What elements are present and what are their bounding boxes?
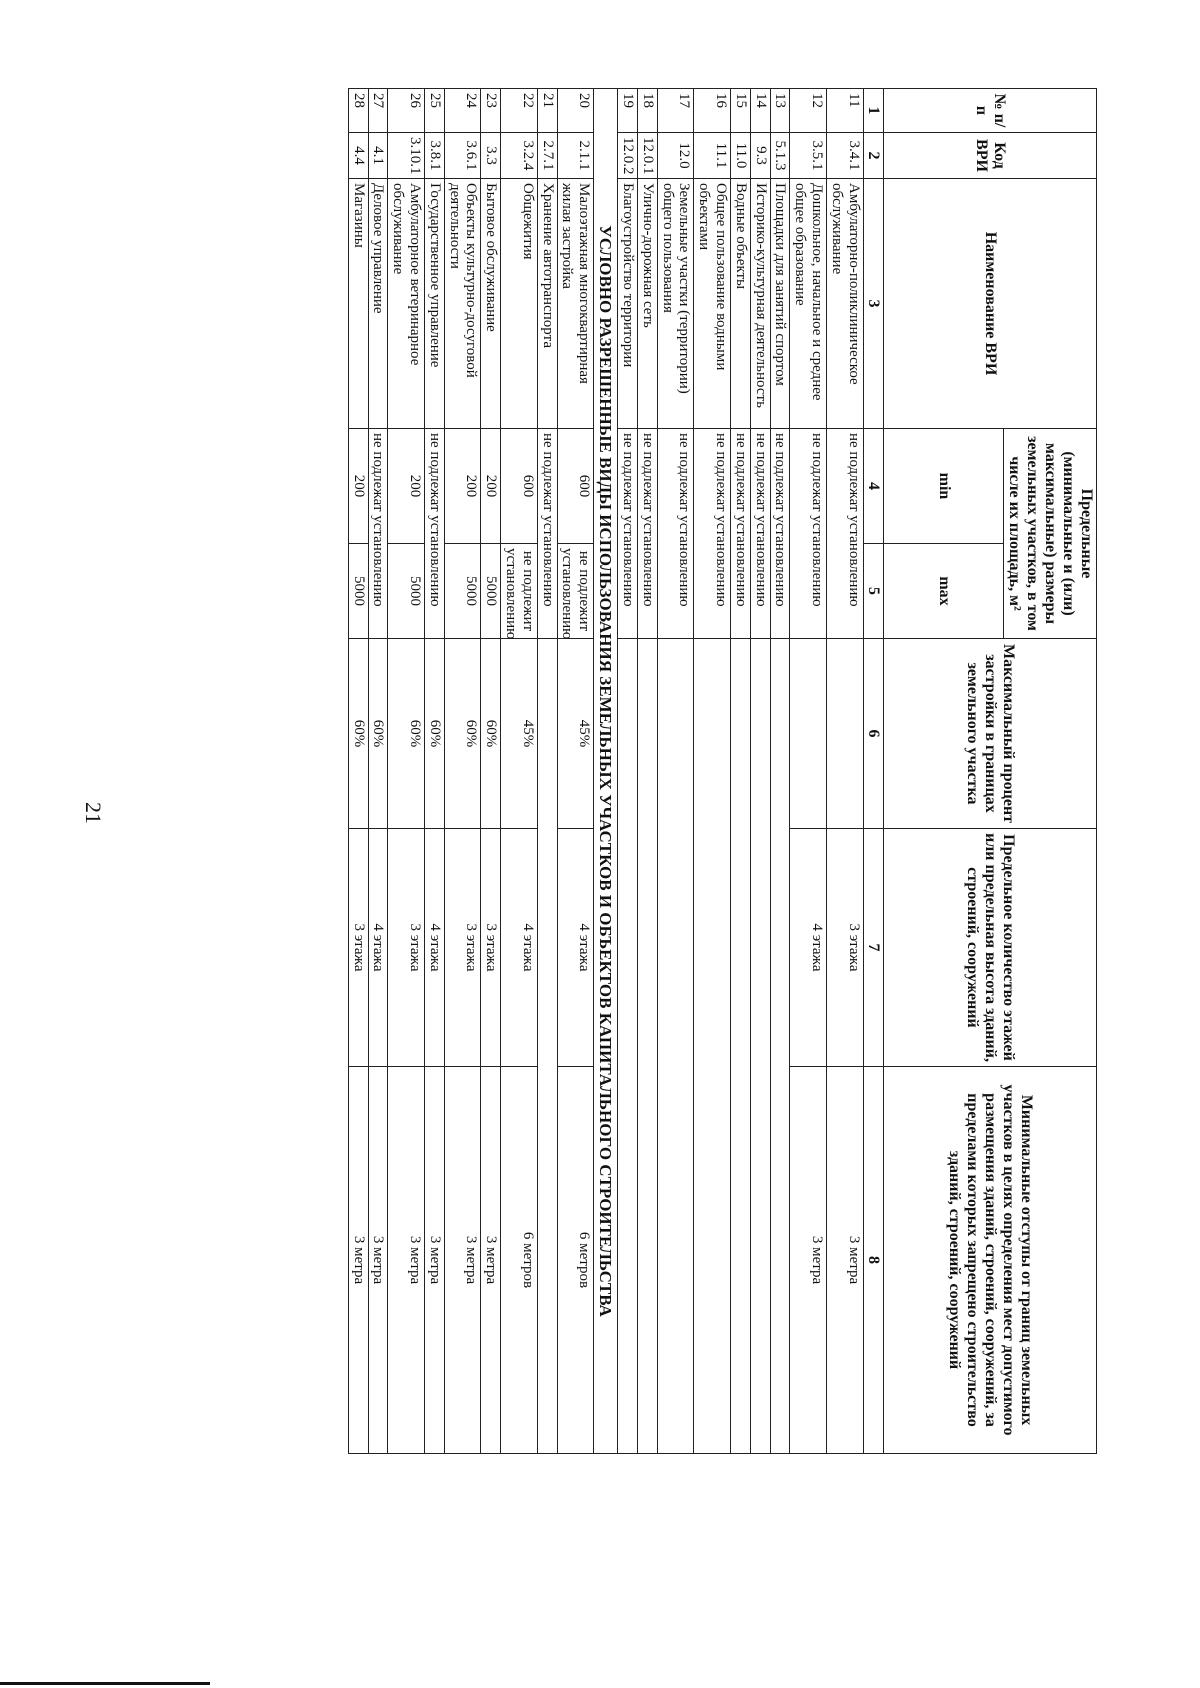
table-cell: 16 — [694, 89, 731, 133]
header-row — [1004, 89, 1097, 1454]
table-cell: 17 — [657, 89, 694, 133]
table-cell: 3 метра — [826, 1067, 863, 1454]
table-cell: не подлежат установлению — [425, 429, 445, 639]
page-number: 21 — [81, 802, 106, 824]
table-cell: 3 метра — [481, 1067, 501, 1454]
table-cell: не подлежат установлению — [537, 429, 557, 639]
table-section — [594, 89, 618, 1454]
col-number: 4 — [863, 429, 884, 544]
table-cell: 3 метра — [444, 1067, 481, 1454]
table-cell: 3 этажа — [826, 829, 863, 1067]
col-number: 1 — [863, 89, 884, 133]
table-cell: 4.1 — [368, 133, 388, 179]
table-cell: 5000 — [444, 544, 481, 639]
table-row — [750, 89, 770, 1454]
table-cell: не подлежит установлению — [557, 544, 594, 639]
table-row — [501, 89, 538, 1454]
table-cell: не подлежат установлению — [770, 429, 790, 639]
table-cell: Водные объекты — [730, 179, 750, 429]
table-cell: Бытовое обслуживание — [481, 179, 501, 429]
table-cell: 60% — [444, 639, 481, 829]
table-cell: Общее пользование водными объектами — [694, 179, 731, 429]
table-cell: 4 этажа — [501, 829, 538, 1067]
col-number: 2 — [863, 133, 884, 179]
table-cell: Хранение автотранспорта — [537, 179, 557, 429]
empty-cell — [770, 639, 790, 1454]
table-cell: 45% — [557, 639, 594, 829]
header-floors: Предельное количество этажей или предельная высота зданий, строений, сооружений — [884, 829, 1097, 1067]
table-cell: 26 — [388, 89, 425, 133]
table-cell: 2.1.1 — [557, 133, 594, 179]
table-cell: 13 — [770, 89, 790, 133]
table-cell: 6 метров — [557, 1067, 594, 1454]
empty-cell — [657, 639, 694, 1454]
table-body-conditional — [348, 89, 593, 1454]
table-cell: не подлежат установлению — [694, 429, 731, 639]
table-cell: 200 — [348, 429, 368, 544]
table-cell: 4 этажа — [368, 829, 388, 1067]
table-row — [826, 89, 863, 1454]
table-cell: 200 — [388, 429, 425, 544]
table-cell: 45% — [501, 639, 538, 829]
empty-cell — [730, 639, 750, 1454]
empty-cell — [618, 639, 638, 1454]
table-cell: Историко-культурная деятельность — [750, 179, 770, 429]
table-cell: 60% — [425, 639, 445, 829]
table-cell: 3 этажа — [444, 829, 481, 1067]
empty-cell — [638, 639, 658, 1454]
table-cell: 9.3 — [750, 133, 770, 179]
table-cell: 3.8.1 — [425, 133, 445, 179]
table-cell: 3 этажа — [348, 829, 368, 1067]
table-cell: 6 метров — [501, 1067, 538, 1454]
table-cell: 60% — [481, 639, 501, 829]
table-cell — [826, 639, 863, 829]
table-cell: 25 — [425, 89, 445, 133]
table-cell: 60% — [368, 639, 388, 829]
table-cell: 3.3 — [481, 133, 501, 179]
header-name: Наименование ВРИ — [884, 179, 1097, 429]
table-cell: 60% — [348, 639, 368, 829]
table-cell: 5000 — [388, 544, 425, 639]
table-cell: 4.4 — [348, 133, 368, 179]
table-cell: 3.2.4 — [501, 133, 538, 179]
table-cell: не подлежит установлению — [501, 544, 538, 639]
section-row — [594, 89, 618, 1454]
table-cell: 3.5.1 — [790, 133, 827, 179]
table-cell: не подлежат установлению — [638, 429, 658, 639]
header-size: Предельные (минимальные и (или) максимальные) размеры земельных участков, в том числе их площадь, м² — [1004, 429, 1097, 639]
table-row — [618, 89, 638, 1454]
table-row — [388, 89, 425, 1454]
table-cell: 3 метра — [388, 1067, 425, 1454]
table-row — [444, 89, 481, 1454]
table-cell: 19 — [618, 89, 638, 133]
section-title: УСЛОВНО РАЗРЕШЕННЫЕ ВИДЫ ИСПОЛЬЗОВАНИЯ ЗЕМЕЛЬНЫХ УЧАСТКОВ И ОБЪЕКТОВ КАПИТАЛЬНОГО СТРОИТЕЛЬСТВА — [594, 89, 618, 1454]
table-cell: 200 — [444, 429, 481, 544]
table-cell: Государственное управление — [425, 179, 445, 429]
table-row — [790, 89, 827, 1454]
table-cell: 23 — [481, 89, 501, 133]
table-cell: не подлежат установлению — [368, 429, 388, 639]
col-number: 3 — [863, 179, 884, 429]
table-cell: не подлежат установлению — [750, 429, 770, 639]
empty-cell — [750, 639, 770, 1454]
table-cell: 2.7.1 — [537, 133, 557, 179]
table-cell: 3.4.1 — [826, 133, 863, 179]
table-cell: 12 — [790, 89, 827, 133]
table-cell: 20 — [557, 89, 594, 133]
table-cell: 27 — [368, 89, 388, 133]
table-cell: Амбулаторное ветеринарное обслуживание — [388, 179, 425, 429]
table-row — [425, 89, 445, 1454]
header-min: min — [884, 429, 1004, 544]
table-cell: 200 — [481, 429, 501, 544]
table-cell: 3 метра — [348, 1067, 368, 1454]
col-number: 6 — [863, 639, 884, 829]
table-cell: Земельные участки (территории) общего пользования — [657, 179, 694, 429]
table-cell: 11.1 — [694, 133, 731, 179]
table-cell: 3 метра — [425, 1067, 445, 1454]
table-cell: 22 — [501, 89, 538, 133]
table-cell: 3 метра — [368, 1067, 388, 1454]
table-cell: 3 метра — [790, 1067, 827, 1454]
table-cell: 18 — [638, 89, 658, 133]
table-row — [694, 89, 731, 1454]
header-max: max — [884, 544, 1004, 639]
col-number: 8 — [863, 1067, 884, 1454]
regulations-table — [348, 88, 1097, 1454]
table-cell: 5.1.3 — [770, 133, 790, 179]
table-cell: Амбулаторно-поликлиническое обслуживание — [826, 179, 863, 429]
table-row — [368, 89, 388, 1454]
header-code: Код ВРИ — [884, 133, 1097, 179]
table-body-permitted — [618, 89, 863, 1454]
table-cell: Малоэтажная многоквартирная жилая застройка — [557, 179, 594, 429]
table-cell: 3 этажа — [388, 829, 425, 1067]
table-row — [481, 89, 501, 1454]
table-cell: 11.0 — [730, 133, 750, 179]
table-cell: Площадки для занятий спортом — [770, 179, 790, 429]
header-num: № п/п — [884, 89, 1097, 133]
table-cell: не подлежат установлению — [657, 429, 694, 639]
table-cell: 3.6.1 — [444, 133, 481, 179]
table-cell: 15 — [730, 89, 750, 133]
table-cell: 600 — [501, 429, 538, 544]
table-cell: не подлежат установлению — [790, 429, 827, 639]
table-cell — [790, 639, 827, 829]
header-setback: Минимальные отступы от границ земельных участков в целях определения мест допустимого размещения зданий, строений, сооружений, за пределами которых запрещено строительство зданий, строений, сооружений — [884, 1067, 1097, 1454]
empty-cell — [537, 639, 557, 1454]
table-cell: 21 — [537, 89, 557, 133]
table-cell: Магазины — [348, 179, 368, 429]
table-cell: 4 этажа — [425, 829, 445, 1067]
table-cell: Улично-дорожная сеть — [638, 179, 658, 429]
table-row — [770, 89, 790, 1454]
table-cell: не подлежат установлению — [618, 429, 638, 639]
table-cell: 3.10.1 — [388, 133, 425, 179]
bottom-rule — [0, 1682, 210, 1685]
table-cell: 4 этажа — [790, 829, 827, 1067]
table-cell: 12.0 — [657, 133, 694, 179]
table-row — [638, 89, 658, 1454]
table-cell: 14 — [750, 89, 770, 133]
table-cell: 12.0.1 — [638, 133, 658, 179]
table-row — [730, 89, 750, 1454]
empty-cell — [694, 639, 731, 1454]
table-cell: 600 — [557, 429, 594, 544]
table-cell: не подлежат установлению — [826, 429, 863, 639]
table-row — [557, 89, 594, 1454]
table-cell: Благоустройство территории — [618, 179, 638, 429]
table-cell: 4 этажа — [557, 829, 594, 1067]
table-cell: Объекты культурно-досуговой деятельности — [444, 179, 481, 429]
rotated-table-container — [131, 88, 1097, 1453]
table-cell: 3 этажа — [481, 829, 501, 1067]
table-cell: 5000 — [481, 544, 501, 639]
table-cell: Деловое управление — [368, 179, 388, 429]
table-row — [657, 89, 694, 1454]
table-cell: 60% — [388, 639, 425, 829]
table-cell: 11 — [826, 89, 863, 133]
table-cell: не подлежат установлению — [730, 429, 750, 639]
table-cell: Дошкольное, начальное и среднее общее образование — [790, 179, 827, 429]
table-cell: 12.0.2 — [618, 133, 638, 179]
col-number: 5 — [863, 544, 884, 639]
col-number: 7 — [863, 829, 884, 1067]
table-row — [537, 89, 557, 1454]
table-row — [348, 89, 368, 1454]
table-cell: 5000 — [348, 544, 368, 639]
table-cell: 24 — [444, 89, 481, 133]
table-cell: Общежития — [501, 179, 538, 429]
column-numbers-row — [863, 89, 884, 1454]
table-cell: 28 — [348, 89, 368, 133]
header-percent: Максимальный процент застройки в границах земельного участка — [884, 639, 1097, 829]
